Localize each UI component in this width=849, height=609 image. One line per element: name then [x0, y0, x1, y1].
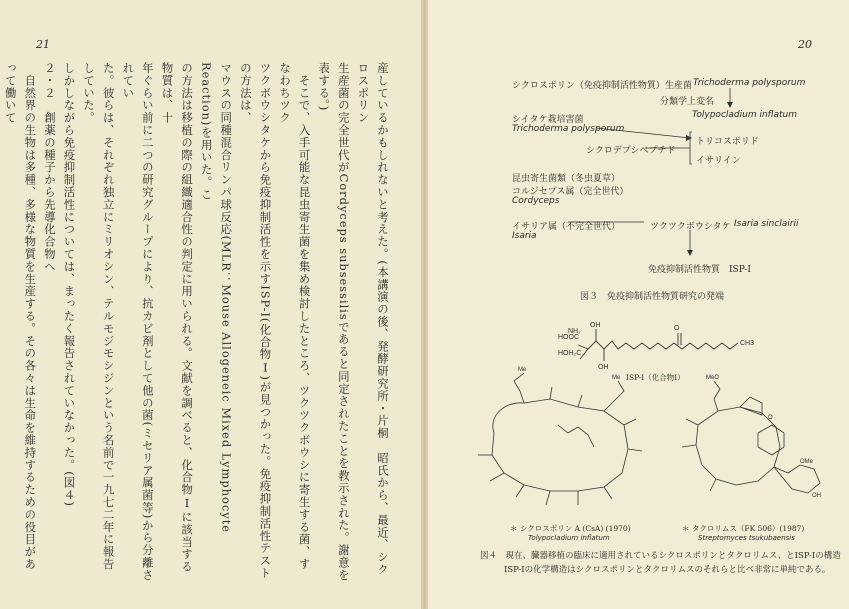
text-column: 自然界の生物は多種、多様な物質を生産する。その各々は生命を維持するための役目があって働いて — [3, 62, 38, 571]
text-column: ツクボウシタケから免疫抑制活性を示すISP-I(化合物Ⅰ)が見つかった。免疫抑制活性テストの方法は、 — [238, 62, 273, 580]
body-text-vertical — [3, 62, 392, 582]
cyclosporin-structure — [478, 373, 642, 505]
page-number-left: 21 — [36, 38, 50, 51]
fig3-row3-species: Trichoderma polysporum — [512, 124, 625, 134]
fig4-caption-line1: 図４ 現在、臓器移植の臨床に適用されているシクロスポリンとタクロリムス、とISP-Iの構造 — [480, 551, 841, 561]
fig3-caption: 図３ 免疫抑制活性物質研究の発端 — [580, 292, 725, 302]
fig3-tsukutsuku-species: Isaria sinclairii — [734, 219, 799, 229]
text-column: しかしながら免疫抑制活性については、まったく報告されていなかった。(図４) — [62, 62, 77, 507]
svg-text:OH: OH — [590, 322, 601, 329]
text-column: そこで、入手可能な昆虫寄生菌を集め検討したところ、ツクツクボウシに寄生する菌、すなわちツク — [278, 62, 312, 571]
fig3-row5-text: コルジセプス属（完全世代） — [512, 187, 629, 197]
figure-3 — [428, 0, 849, 300]
svg-text:HOH₂C: HOH₂C — [558, 350, 582, 357]
text-column: た。彼らは、それぞれ独立にミリオシン、テルモジモシジンという名前で一九七二年に報告していた。 — [82, 62, 116, 571]
fig3-cyclodepsipeptide: シクロデプシペプチド — [586, 146, 676, 156]
svg-text:OH: OH — [598, 364, 609, 371]
isp-i-structure — [578, 329, 738, 361]
svg-text:O: O — [674, 325, 680, 332]
fig3-row4-text: 昆虫寄生菌類（冬虫夏草） — [512, 174, 621, 184]
fig3-compound-1: トリコスポリド — [696, 137, 759, 147]
book-gutter — [421, 0, 428, 609]
fig3-row1-species: Trichoderma polysporum — [693, 78, 806, 88]
fig3-row1-text: シクロスポリン（免疫抑制活性物質）生産菌 — [512, 81, 692, 91]
fig3-row2-species: Tolypocladium inflatum — [692, 110, 797, 120]
text-column: 年ぐらい前に二つの研究グループにより、抗カビ剤として他の菌(ミセリア属菌等)から分離されてい — [121, 62, 155, 582]
svg-text:Me: Me — [612, 375, 621, 381]
svg-text:HOOC: HOOC — [558, 334, 579, 341]
svg-text:NH₂: NH₂ — [568, 328, 581, 335]
fig3-row2-text: 分類学上変名 — [660, 97, 715, 107]
right-page — [428, 0, 849, 609]
fig3-arrows — [428, 0, 849, 300]
fig3-row6-species: Isaria — [512, 231, 537, 241]
svg-text:Me: Me — [518, 367, 527, 373]
svg-text:OMe: OMe — [800, 459, 814, 465]
text-column: の方法は移植の際の組織適合性の判定に用いられる。文献を調べると、化合物Ⅰに該当する物質は、十 — [160, 62, 195, 573]
fig4-isp-label: ISP-I（化合物Ⅰ） — [626, 373, 685, 382]
svg-text:MeO: MeO — [706, 375, 720, 381]
tacrolimus-structure — [682, 381, 820, 493]
svg-text:OH: OH — [812, 493, 821, 499]
page-number-right: 20 — [798, 38, 812, 51]
fig3-tsukutsuku-text: ツクツクボウシタケ — [650, 222, 731, 232]
fig4-cyclosporin-label: ＊ シクロスポリン A (CsA) (1970) — [510, 524, 631, 533]
fig3-row3-text: シイタケ栽培害菌 — [512, 115, 584, 125]
fig3-row5-species: Cordyceps — [512, 196, 560, 206]
fig3-row6-text: イサリア属（不完全世代） — [512, 222, 621, 232]
text-column: マウスの同種混合リンパ球反応(MLR：Mouse Allogeneic Mixed Lymphocyte Reaction)を用いた。こ — [199, 62, 234, 534]
fig3-result: 免疫抑制活性物質 ISP-I — [648, 265, 751, 275]
section-heading: ２・２ 創薬の種子から先導化合物へ — [42, 62, 57, 273]
isp-ch3-label: CH3 — [740, 340, 755, 347]
fig4-caption-line2: ISP-Iの化学構造はシクロスポリンとタクロリムスのそれらと比べ非常に単純である。 — [504, 565, 831, 575]
text-column: 生産菌の完全世代がCordyceps subsessilisであると同定されたことを教示された。謝意を表する。) — [317, 62, 351, 582]
fig3-compound-2: イサリイン — [696, 156, 741, 166]
text-column: 産しているかもしれないと考えた。(本講演の後、発酵研究所・片桐 昭氏から、最近、シクロスポリン — [356, 62, 390, 576]
left-page — [0, 0, 421, 609]
fig4-tacrolimus-species: Streptomyces tsukubaensis — [698, 534, 795, 542]
fig4-cyclosporin-species: Tolypocladium inflatum — [528, 534, 610, 542]
svg-text:O: O — [768, 415, 773, 421]
fig4-tacrolimus-label: ＊ タクロリムス（FK 506）(1987) — [682, 524, 805, 533]
